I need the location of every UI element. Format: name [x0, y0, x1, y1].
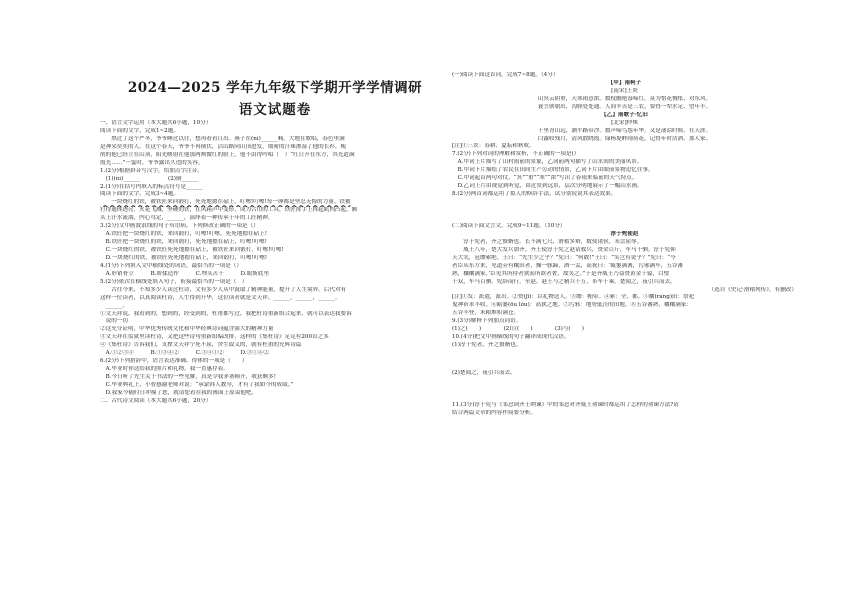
poem-line: 十里青山远，潮平路带沙。数声啼鸟怨年华。又是凄凉时候、在天涯。 [537, 127, 712, 134]
option-c: C.毕业典礼上，小智感谢老师对说：“承蒙韩人教导，才有了我如今的成绩。” [100, 381, 294, 388]
passage-line: 霞光……”一霎时，爷爷露出久违的笑容。 [100, 159, 204, 166]
question-2: 2.(1分)在括号内填入的标点符号是______ [100, 183, 203, 190]
question-1: 1.(2分)根据拼音写汉字，给加点字注音。 [100, 167, 203, 174]
prose-line: 十双，车马百驷。髡辞而行，至赵。赵王与之精兵十万，革车千乘。楚闻之，夜引兵而去。 [452, 278, 676, 285]
question-10-1: (1)淳于髡者，齐之赘婿也。 [452, 342, 522, 349]
prose-note: [注]①发：派遣，派出。②赍(jī)：以礼物送人。③缨：帽带。④索：全，都。⑤穰(ráng)田：祭祀 [452, 294, 695, 301]
passage-line: 削的他已经立在山顶，阳光映射在他那两颊微红的脸上，他不由得吟唱（ ）“红日升在东方，其光道满 [100, 151, 355, 158]
option-d: D.我家今随时日冲撞了您，就请您看在我的薄面上原谅他吧。 [100, 389, 258, 396]
sentence-1-cont: 说的一切 [100, 318, 128, 325]
option-b: B.甲词下片描绘了农民在田间生产劳动的情景，乙词下片由眼前景物追忆往事。 [452, 167, 654, 174]
poem-2-title: 【乙】南歌子·忆旧 [601, 111, 648, 118]
question-4: 4.(1分)下列填入文中横线处的词语，最恰当的一项是（） [100, 262, 242, 269]
poem-notes: [注]①三农：春耕、夏耘和秋收。 [452, 143, 535, 150]
poem-1-title: 【甲】南柯子 [607, 79, 642, 86]
prose-line: 淳于髡者，齐之赘婿也。长不满七尺，滑稽多辩，数使诸侯，未尝屈辱。 [452, 238, 643, 245]
poem-1-author: [南宋]王炎 [611, 87, 638, 94]
question-1-items: (1)(ní)______ (2)倒______ [100, 175, 199, 182]
section-heading: 二、古代诗文阅读（本大题共6小题，20分） [100, 397, 212, 404]
reading-instruction: 阅读下面的文字，完成3~4题。 [100, 191, 179, 198]
passage-line: 打得通体透亮，火花飞溅，坚硬的铁，在风箱声中变形，成为合用的工具，铁匠挥手上挥起肌肉凸起，额 [100, 207, 358, 214]
poem-line: 白露收残月，清风散晓霞。绿杨堤畔闹荷花。记得年时沽酒、那人家。 [537, 135, 712, 142]
option-d: D.一块烧红的铁，被铁匠死死地摁在砧上，来回锻打，叮嚓!叮嚓! [100, 254, 268, 261]
prose-line: 威王八年，楚大发兵加齐。齐王使淳于髡之赵请救兵，赍金百斤，车马十驷。淳于髡仰 [452, 246, 676, 253]
poem-2-author: [北宋]仲殊 [611, 119, 638, 126]
exam-title: 2024—2025 学年九年级下学期开学学情调研 [127, 80, 423, 96]
poem-line: 蓑笠朝朝出，沟塍处处通。人间辛苦是三农。要得一犁水足、望年丰。 [537, 103, 712, 110]
prose-title: 淳于髡使赵 [610, 230, 639, 237]
question-5: 5.(2分)依次在横线处填入句子，衔接最恰当的一项是（ ） [100, 278, 248, 285]
prose-note: 鬼神祈求丰收。⑥瓯窭(ōu lóu)：高狭之地。⑦污邪：地势低洼的田地。⑧五谷蕃熟，穰穰满家： [452, 302, 693, 309]
option-c: C.一块烧红的铁，被铁匠死死地摁在砧上，被铁匠来回锻打，叮嚓!叮嚓! [100, 247, 284, 253]
left-column [100, 120, 440, 406]
question-9: 9.(3分)解释下列加点词语。 [452, 318, 522, 325]
question-4-options: A.形销骨立 B.娇揉造作 C.埋头苦干 D.眼斯底里 [100, 270, 270, 277]
question-11: 11.(3分)淳于髡与《邹忌讽齐王纳谏》中的邹忌对齐威王劝谏时都运用了怎样的劝谏方法?请 [452, 401, 679, 408]
prose-source: （选自《史记·滑稽列传》，有删改） [708, 286, 797, 293]
sentence-2: ②这充分证明，中华优秀传统文化和中华经典诗词蕴含强大的精神力量 [100, 326, 274, 333]
option-d: D.乙词上片由视觉到听觉，由近景到远景，层次分明地展示了一幅山水画。 [452, 183, 643, 190]
option-a: A.甲词上片描写了山村雨前的景象，乙词前两句描写了山水间的美丽风景。 [452, 159, 643, 166]
sentence-4: ④《集杜诗》告诉我们，支撑文天祥宁死不屈，舍生取义的，就有杜甫的充辉诗篇 [100, 342, 302, 349]
passage-line: 头上汗水流淌，内心笃定，______，演绎着一种传承千年的工匠精神。 [100, 215, 274, 222]
prose-section-heading: (二)阅读下面文言文，完成9~11题。（10分） [452, 223, 566, 229]
sentence-1: ①文天祥说，我看到的，想到的，经受到的，杜甫都写过，我把杜诗重新组合起来，就可以表达我要诉 [100, 310, 352, 317]
option-b: B.今日听了先生关于书法的一些见解，真是令我茅塞顿开，收获颇多! [100, 374, 276, 380]
option-a: A.毕业时你送给我的照片和礼物，我一直惠存着。 [100, 366, 229, 373]
section-heading: 一、语言文字运用（本大题共6小题，10分） [100, 120, 212, 126]
passage-line: 熬过了这个严冬，爷爷睡过以往，想再看看日出。燕子在(ní)______喃，大地在歌唱，春色里满 [100, 135, 345, 142]
prose-note: 五谷丰登，米粮堆积满仓。 [452, 310, 520, 317]
prose-line: 天大笑，冠缨索绝。王曰：“先生少之乎？”髡曰：“何敢!”王曰：“笑岂有说乎？”髡曰：“今 [452, 254, 676, 261]
reading-instruction: 阅读下面的文字，完成1~2题。 [100, 127, 179, 134]
passage-line: 这样一位读者，以真阅读杜诗，人生得到升华，这位读者就是文天祥。______，______，______。 [100, 294, 341, 301]
passage-line: 古往今来，不知多少人读过杜诗，文有多少人从中汲取了精神能量，提升了人生境界。后代对有 [100, 286, 347, 293]
question-10: 10.(4分)把文中画横线的句子翻译成现代汉语。 [452, 334, 570, 341]
question-5-options: A.①②③④ B.①③④② C.③④①② D.③①④② [100, 350, 270, 357]
question-10-2: (2)楚闻之，夜引兵而去。 [452, 370, 516, 376]
sentence-3: ③文天祥在监狱里读杜诗，又把这些诗句重新组编改排，这样的《集杜诗》足足有200首之多 [100, 334, 329, 341]
poem-line: 山冥云阴重，天寒雨意浓。数枝幽艳湿啼红。莫为惜花惆怅、对东风。 [537, 95, 712, 102]
question-11-cont: 结合两篇文章的内容作简要分析。 [452, 409, 536, 416]
option-a: A.铁匠把一块烧红的铁，来回锻打，叮嚓!叮嚓，死死地摁在砧上! [100, 231, 267, 238]
right-column [452, 72, 797, 418]
option-b: B.铁匠把一块烧红的铁，来回锻打，死死地摁在砧上，叮嚓!叮嚓! [100, 239, 268, 246]
option-c: C.甲词起首两句对仗，“冥”“重”“寒”“浓”写出了春雨来临前的天气特点。 [452, 175, 638, 182]
exam-subtitle: 语文试题卷 [238, 102, 312, 118]
question-9-items: (1)之( ) (2)宣( ) (3)与( ) [452, 326, 584, 333]
prose-line: 者臣从东方来，见道旁有穰田者，操一豚蹄，酒一盂，而祝曰：‘瓯窭满篝，污邪满车，五谷蕃 [452, 262, 684, 269]
question-7: 7.(2分)下列对词的理解和赏析，不正确的一项是(） [452, 151, 580, 158]
question-8: 8.(2分)两首词都运用了拟人的修辞手法，试分别说说其表达效果。 [452, 191, 617, 198]
poem-section-heading: (一)阅读下面这首词，完成7~8题。（4分） [452, 72, 559, 78]
passage-line: 一块烧红的铁，被铁匠来回锻打，死死地摁在砧上，叮嚓!叮嚓!每一锤都是坚忍无悔的力量。铁被 [100, 199, 351, 206]
passage-line: 是神采奕奕的人。在这个春天，爷爷不再倒伏，活山路向山顶进发，细密的汗珠渗湿了他的长衫，瘦 [100, 143, 347, 150]
question-6: 6.(2分)下列措辞中，语言表达准确、得体的一项是（ ） [100, 358, 248, 365]
prose-line: 熟，穰穰满家。’臣见其所持者狭而所欲者奢，故笑之。”于是齐威王乃益赍黄金千镒，白璧 [452, 270, 670, 277]
passage-line: ______。 [100, 302, 128, 309]
question-3: 3.(2分)文中画波浪线的句子有语病，下列修改正确的一项是（） [100, 223, 259, 230]
